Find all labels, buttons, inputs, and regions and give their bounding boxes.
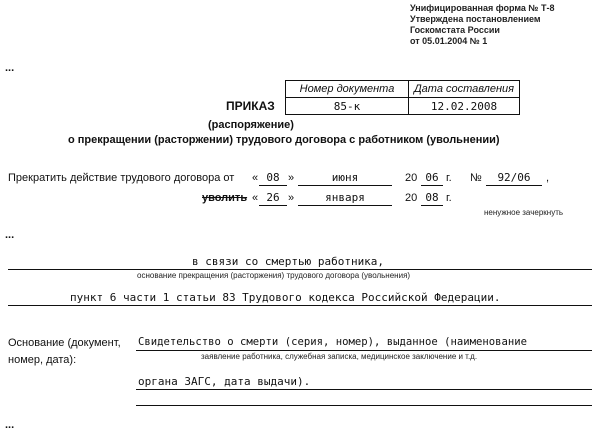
form-header-line3: Госкомстата России <box>410 25 500 35</box>
ellipsis-1: ... <box>5 62 15 74</box>
document-number-table <box>285 80 520 115</box>
basis-underline-2 <box>136 389 592 390</box>
order-heading: о прекращении (расторжении) трудового договора с работником (увольнении) <box>68 134 500 146</box>
reason-underline <box>8 269 592 270</box>
basis-underline-3 <box>136 405 592 406</box>
terminate-quote-open: « <box>252 172 259 184</box>
dismiss-year-underline <box>421 205 443 206</box>
form-header-line2: Утверждена постановлением <box>410 14 541 24</box>
reason-article: пункт 6 части 1 статьи 83 Трудового кодекса Российской Федерации. <box>70 291 501 304</box>
terminate-year-prefix: 20 <box>405 172 418 184</box>
dismiss-day-underline <box>259 205 287 206</box>
terminate-day: 08 <box>266 171 280 184</box>
dismiss-note: ненужное зачеркнуть <box>484 208 564 217</box>
dismiss-label: уволить <box>202 192 248 204</box>
terminate-quote-close: » <box>288 172 295 184</box>
terminate-day-underline <box>259 185 287 186</box>
terminate-label: Прекратить действие трудового договора от <box>8 172 235 184</box>
terminate-year-suffix: 06 <box>425 171 439 184</box>
dismiss-year-label: г. <box>446 192 452 204</box>
order-subtitle: (распоряжение) <box>208 119 294 131</box>
doc-number-value: 85-к <box>286 98 409 115</box>
terminate-comma: , <box>546 172 550 184</box>
ellipsis-2: ... <box>5 229 15 241</box>
terminate-number-underline <box>486 185 542 186</box>
basis-text-line2: органа ЗАГС, дата выдачи). <box>138 375 311 388</box>
dismiss-quote-open: « <box>252 192 259 204</box>
reason-text: в связи со смертью работника, <box>192 255 385 268</box>
basis-text-line1: Свидетельство о смерти (серия, номер), выданное (наименование <box>138 336 528 348</box>
dismiss-day: 26 <box>266 191 280 204</box>
basis-label-line2: номер, дата): <box>8 354 77 366</box>
terminate-month: июня <box>331 171 359 184</box>
dismiss-month-underline <box>298 205 392 206</box>
basis-caption: заявление работника, служебная записка, медицинское заключение и т.д. <box>201 352 478 361</box>
order-title: ПРИКАЗ <box>226 99 275 113</box>
ellipsis-3: ... <box>5 419 15 431</box>
basis-label-line1: Основание (документ, <box>8 337 121 349</box>
doc-number-header: Номер документа <box>286 81 409 98</box>
doc-date-value: 12.02.2008 <box>409 98 520 115</box>
terminate-month-underline <box>298 185 392 186</box>
terminate-number-label: № <box>470 172 482 184</box>
dismiss-year-suffix: 08 <box>425 191 439 204</box>
terminate-number: 92/06 <box>497 171 531 184</box>
terminate-year-label: г. <box>446 172 452 184</box>
dismiss-month: января <box>325 191 365 204</box>
reason-caption: основание прекращения (расторжения) трудового договора (увольнения) <box>137 271 411 280</box>
reason-article-underline <box>8 305 592 306</box>
form-header-line1: Унифицированная форма № Т-8 <box>410 3 555 13</box>
dismiss-quote-close: » <box>288 192 295 204</box>
dismiss-year-prefix: 20 <box>405 192 418 204</box>
doc-date-header: Дата составления <box>409 81 520 98</box>
terminate-year-underline <box>421 185 443 186</box>
form-header-line4: от 05.01.2004 № 1 <box>410 36 488 46</box>
basis-underline-1 <box>136 350 592 351</box>
